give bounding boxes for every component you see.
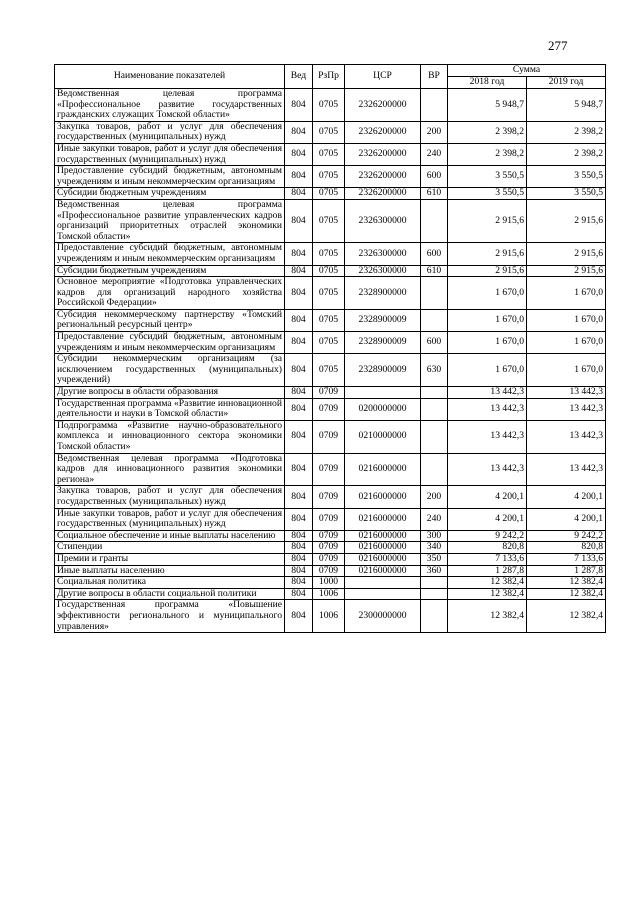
row-vr (421, 453, 448, 486)
row-csr: 2300000000 (345, 600, 421, 633)
row-amount-2019: 1 670,0 (527, 277, 606, 310)
row-csr (345, 577, 421, 589)
row-amount-2018: 9 242,2 (448, 530, 527, 542)
row-amount-2019: 2 398,2 (527, 121, 606, 143)
table-header (55, 65, 606, 89)
row-rzpr: 0709 (313, 553, 345, 565)
row-amount-2019: 1 670,0 (527, 309, 606, 331)
row-amount-2019: 4 200,1 (527, 508, 606, 530)
row-vr: 360 (421, 565, 448, 577)
row-name: Субсидии бюджетным учреждениям (55, 265, 285, 277)
row-amount-2019: 2 915,6 (527, 243, 606, 265)
row-csr: 0216000000 (345, 565, 421, 577)
row-name: Иные закупки товаров, работ и услуг для обеспечения государственных (муниципальных) нужд (55, 508, 285, 530)
row-amount-2018: 1 670,0 (448, 354, 527, 387)
row-amount-2018: 13 442,3 (448, 453, 527, 486)
row-csr: 0216000000 (345, 486, 421, 508)
row-ved: 804 (285, 565, 313, 577)
table-row (55, 387, 606, 399)
row-amount-2019: 1 287,8 (527, 565, 606, 577)
row-amount-2019: 1 670,0 (527, 354, 606, 387)
row-vr: 300 (421, 530, 448, 542)
row-ved: 804 (285, 588, 313, 600)
table-row (55, 166, 606, 188)
row-rzpr: 0709 (313, 508, 345, 530)
table-row (55, 508, 606, 530)
row-ved: 804 (285, 309, 313, 331)
table-row (55, 143, 606, 165)
row-name: Подпрограмма «Развитие научно-образовательного комплекса и инновационного сектора экономики Томской области» (55, 420, 285, 453)
row-rzpr: 0709 (313, 387, 345, 399)
row-vr (421, 387, 448, 399)
row-csr: 0216000000 (345, 542, 421, 554)
row-rzpr: 0709 (313, 486, 345, 508)
row-amount-2018: 2 915,6 (448, 243, 527, 265)
table-row (55, 265, 606, 277)
row-csr: 0200000000 (345, 398, 421, 420)
row-name: Закупка товаров, работ и услуг для обеспечения государственных (муниципальных) нужд (55, 486, 285, 508)
row-name: Ведомственная целевая программа «Профессиональное развитие управленческих кадров организаций приоритетных отраслей экономики Томской области» (55, 199, 285, 242)
header-vr: ВР (421, 65, 448, 89)
row-amount-2018: 2 915,6 (448, 199, 527, 242)
row-rzpr: 0705 (313, 243, 345, 265)
row-ved: 804 (285, 486, 313, 508)
row-amount-2018: 13 442,3 (448, 398, 527, 420)
table-body (55, 89, 606, 633)
row-ved: 804 (285, 387, 313, 399)
row-amount-2018: 4 200,1 (448, 508, 527, 530)
table-row (55, 188, 606, 200)
row-rzpr: 1006 (313, 588, 345, 600)
row-amount-2018: 2 915,6 (448, 265, 527, 277)
row-csr: 2326200000 (345, 143, 421, 165)
row-amount-2018: 13 442,3 (448, 420, 527, 453)
row-amount-2019: 2 915,6 (527, 199, 606, 242)
row-rzpr: 0705 (313, 332, 345, 354)
row-amount-2018: 2 398,2 (448, 143, 527, 165)
row-rzpr: 0709 (313, 565, 345, 577)
row-rzpr: 0709 (313, 530, 345, 542)
row-csr: 2328900000 (345, 277, 421, 310)
row-vr (421, 199, 448, 242)
row-name: Предоставление субсидий бюджетным, автономным учреждениям и иным некоммерческим организациям (55, 166, 285, 188)
row-name: Предоставление субсидий бюджетным, автономным учреждениям и иным некоммерческим организациям (55, 243, 285, 265)
row-vr: 630 (421, 354, 448, 387)
row-ved: 804 (285, 332, 313, 354)
header-sum: Сумма (448, 65, 606, 77)
table-row (55, 453, 606, 486)
row-amount-2018: 1 287,8 (448, 565, 527, 577)
row-ved: 804 (285, 530, 313, 542)
row-csr: 2326200000 (345, 188, 421, 200)
row-csr (345, 387, 421, 399)
row-csr: 2326200000 (345, 121, 421, 143)
row-vr (421, 398, 448, 420)
table-row (55, 89, 606, 122)
row-amount-2019: 3 550,5 (527, 166, 606, 188)
table-row (55, 588, 606, 600)
row-amount-2018: 5 948,7 (448, 89, 527, 122)
page-number: 277 (548, 38, 568, 53)
row-ved: 804 (285, 188, 313, 200)
budget-table (54, 64, 606, 633)
row-vr (421, 588, 448, 600)
row-rzpr: 0705 (313, 89, 345, 122)
row-vr: 340 (421, 542, 448, 554)
row-name: Социальное обеспечение и иные выплаты населению (55, 530, 285, 542)
row-csr: 0216000000 (345, 508, 421, 530)
row-csr: 2326200000 (345, 89, 421, 122)
table-row (55, 121, 606, 143)
row-vr: 600 (421, 166, 448, 188)
row-ved: 804 (285, 453, 313, 486)
row-csr: 2326300000 (345, 199, 421, 242)
row-rzpr: 0705 (313, 309, 345, 331)
row-vr (421, 600, 448, 633)
row-vr (421, 89, 448, 122)
row-ved: 804 (285, 166, 313, 188)
row-csr: 2326200000 (345, 166, 421, 188)
row-vr: 200 (421, 121, 448, 143)
row-amount-2018: 3 550,5 (448, 166, 527, 188)
row-ved: 804 (285, 398, 313, 420)
row-vr: 600 (421, 332, 448, 354)
row-amount-2018: 1 670,0 (448, 309, 527, 331)
row-name: Субсидии бюджетным учреждениям (55, 188, 285, 200)
row-amount-2018: 12 382,4 (448, 600, 527, 633)
row-vr: 200 (421, 486, 448, 508)
header-year-2019: 2019 год (527, 77, 606, 89)
row-amount-2019: 4 200,1 (527, 486, 606, 508)
row-csr: 2328900009 (345, 354, 421, 387)
row-rzpr: 0709 (313, 420, 345, 453)
table-row (55, 398, 606, 420)
row-rzpr: 0709 (313, 398, 345, 420)
row-vr: 240 (421, 143, 448, 165)
row-name: Государственная программа «Развитие инновационной деятельности и науки в Томской области» (55, 398, 285, 420)
row-amount-2019: 13 442,3 (527, 420, 606, 453)
table-row (55, 577, 606, 589)
row-ved: 804 (285, 553, 313, 565)
row-name: Закупка товаров, работ и услуг для обеспечения государственных (муниципальных) нужд (55, 121, 285, 143)
row-name: Субсидии некоммерческим организациям (за исключением государственных (муниципальных) учреждений) (55, 354, 285, 387)
row-amount-2018: 4 200,1 (448, 486, 527, 508)
row-vr: 600 (421, 243, 448, 265)
row-name: Социальная политика (55, 577, 285, 589)
row-rzpr: 0705 (313, 166, 345, 188)
row-amount-2019: 12 382,4 (527, 600, 606, 633)
table-row (55, 530, 606, 542)
row-amount-2018: 1 670,0 (448, 332, 527, 354)
table-row (55, 354, 606, 387)
row-amount-2019: 13 442,3 (527, 453, 606, 486)
row-vr: 610 (421, 265, 448, 277)
row-amount-2018: 3 550,5 (448, 188, 527, 200)
row-ved: 804 (285, 354, 313, 387)
row-amount-2019: 13 442,3 (527, 387, 606, 399)
row-vr (421, 309, 448, 331)
row-amount-2019: 1 670,0 (527, 332, 606, 354)
row-amount-2019: 3 550,5 (527, 188, 606, 200)
row-csr: 2326300000 (345, 243, 421, 265)
row-amount-2019: 7 133,6 (527, 553, 606, 565)
row-amount-2018: 12 382,4 (448, 577, 527, 589)
table-row (55, 553, 606, 565)
row-name: Иные выплаты населению (55, 565, 285, 577)
row-rzpr: 1000 (313, 577, 345, 589)
header-name: Наименование показателей (55, 65, 285, 89)
header-csr: ЦСР (345, 65, 421, 89)
row-csr (345, 588, 421, 600)
row-ved: 804 (285, 420, 313, 453)
row-vr (421, 420, 448, 453)
row-amount-2019: 2 398,2 (527, 143, 606, 165)
row-csr: 2326300000 (345, 265, 421, 277)
table-row (55, 199, 606, 242)
row-csr: 2328900009 (345, 309, 421, 331)
row-vr: 350 (421, 553, 448, 565)
row-amount-2018: 7 133,6 (448, 553, 527, 565)
row-rzpr: 0705 (313, 121, 345, 143)
row-amount-2018: 13 442,3 (448, 387, 527, 399)
table-row (55, 332, 606, 354)
row-amount-2019: 12 382,4 (527, 588, 606, 600)
row-ved: 804 (285, 121, 313, 143)
row-rzpr: 0709 (313, 542, 345, 554)
row-rzpr: 0709 (313, 453, 345, 486)
row-amount-2019: 2 915,6 (527, 265, 606, 277)
table-row (55, 277, 606, 310)
row-amount-2019: 12 382,4 (527, 577, 606, 589)
row-ved: 804 (285, 199, 313, 242)
row-amount-2019: 5 948,7 (527, 89, 606, 122)
row-amount-2019: 9 242,2 (527, 530, 606, 542)
row-name: Стипендии (55, 542, 285, 554)
row-vr (421, 277, 448, 310)
row-name: Иные закупки товаров, работ и услуг для обеспечения государственных (муниципальных) нужд (55, 143, 285, 165)
table-row (55, 542, 606, 554)
row-ved: 804 (285, 277, 313, 310)
row-name: Предоставление субсидий бюджетным, автономным учреждениям и иным некоммерческим организациям (55, 332, 285, 354)
table-row (55, 309, 606, 331)
row-csr: 0216000000 (345, 553, 421, 565)
row-ved: 804 (285, 265, 313, 277)
row-ved: 804 (285, 600, 313, 633)
row-vr: 240 (421, 508, 448, 530)
row-name: Ведомственная целевая программа «Профессиональное развитие государственных гражданских служащих Томской области» (55, 89, 285, 122)
table-row (55, 486, 606, 508)
row-rzpr: 0705 (313, 188, 345, 200)
row-csr: 0216000000 (345, 453, 421, 486)
row-csr: 2328900009 (345, 332, 421, 354)
header-ved: Вед (285, 65, 313, 89)
row-rzpr: 1006 (313, 600, 345, 633)
row-ved: 804 (285, 508, 313, 530)
row-csr: 0210000000 (345, 420, 421, 453)
row-name: Премии и гранты (55, 553, 285, 565)
row-name: Государственная программа «Повышение эффективности регионального и муниципального управления» (55, 600, 285, 633)
row-amount-2018: 2 398,2 (448, 121, 527, 143)
row-amount-2019: 13 442,3 (527, 398, 606, 420)
table-row (55, 565, 606, 577)
row-rzpr: 0705 (313, 199, 345, 242)
row-ved: 804 (285, 243, 313, 265)
row-name: Другие вопросы в области образования (55, 387, 285, 399)
row-csr: 0216000000 (345, 530, 421, 542)
row-vr: 610 (421, 188, 448, 200)
row-ved: 804 (285, 542, 313, 554)
row-ved: 804 (285, 89, 313, 122)
row-amount-2018: 1 670,0 (448, 277, 527, 310)
row-rzpr: 0705 (313, 277, 345, 310)
row-rzpr: 0705 (313, 143, 345, 165)
table-row (55, 243, 606, 265)
row-amount-2018: 12 382,4 (448, 588, 527, 600)
row-name: Ведомственная целевая программа «Подготовка кадров для инновационного развития экономики региона» (55, 453, 285, 486)
row-name: Субсидия некоммерческому партнерству «Томский региональный ресурсный центр» (55, 309, 285, 331)
row-vr (421, 577, 448, 589)
row-ved: 804 (285, 143, 313, 165)
row-name: Основное мероприятие «Подготовка управленческих кадров для организаций народного хозяйства Российской Федерации» (55, 277, 285, 310)
row-name: Другие вопросы в области социальной политики (55, 588, 285, 600)
row-rzpr: 0705 (313, 354, 345, 387)
header-year-2018: 2018 год (448, 77, 527, 89)
row-rzpr: 0705 (313, 265, 345, 277)
table-row (55, 600, 606, 633)
row-amount-2018: 820,8 (448, 542, 527, 554)
row-amount-2019: 820,8 (527, 542, 606, 554)
table-row (55, 420, 606, 453)
row-ved: 804 (285, 577, 313, 589)
header-rzpr: РзПр (313, 65, 345, 89)
